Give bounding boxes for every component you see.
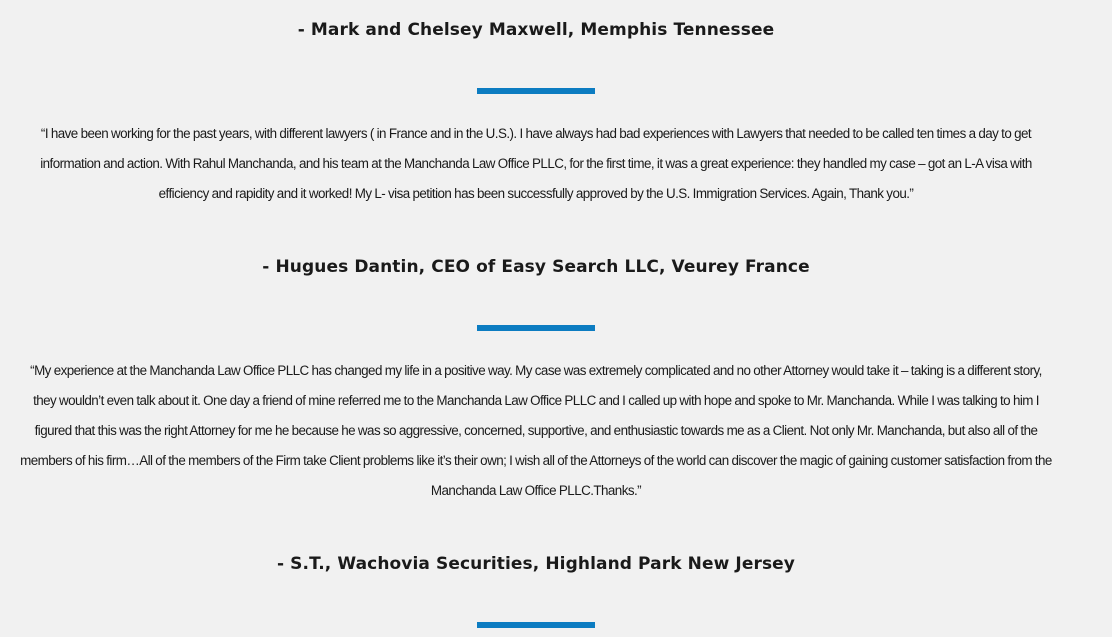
testimonial-author-2: - Hugues Dantin, CEO of Easy Search LLC, Veurey France	[262, 257, 810, 277]
testimonial-author-1: - Mark and Chelsey Maxwell, Memphis Tennessee	[297, 20, 775, 40]
testimonial-author-3: - S.T., Wachovia Securities, Highland Park New Jersey	[277, 554, 795, 574]
testimonial-divider-3	[477, 622, 595, 628]
testimonial-divider-1	[477, 88, 595, 94]
testimonial-quote-3: “My experience at the Manchanda Law Office PLLC has changed my life in a positive way. My case was extremely complicated and no other Attorney would take it – taking is a different story, they wouldn’t even talk about it. One day a friend of mine referred me to the Manchanda Law Office PLLC and I called up with hope and spoke to Mr. Manchanda. While I was talking to him I figured that this was the right Attorney for me he because he was so aggressive, concerned, supportive, and enthusiastic towards me as a Client. Not only Mr. Manchanda, but also all of the members of his firm…All of the members of the Firm take Client problems like it’s their own; I wish all of the Attorneys of the world can discover the magic of gaining customer satisfaction from the Manchanda Law Office PLLC.Thanks.”	[20, 363, 1052, 498]
testimonial-divider-2	[477, 325, 595, 331]
testimonial-quote-2: “I have been working for the past years, with different lawyers ( in France and in the U.S.). I have always had bad experiences with Lawyers that needed to be called ten times a day to get information and action. With Rahul Manchanda, and his team at the Manchanda Law Office PLLC, for the first time, it was a great experience: they handled my case – got an L-A visa with efficiency and rapidity and it worked! My L- visa petition has been successfully approved by the U.S. Immigration Services. Again, Thank you.”	[40, 126, 1032, 201]
